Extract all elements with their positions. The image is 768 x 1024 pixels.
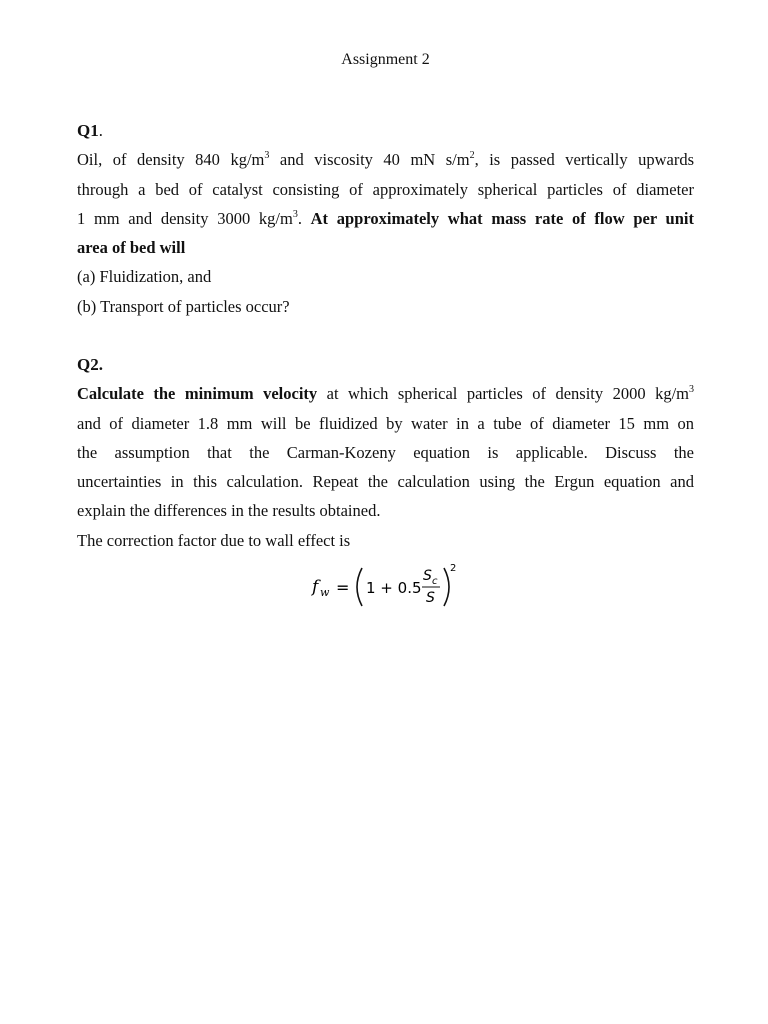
q1-part-a: (a) Fluidization, and [77,267,212,287]
q1-line-1-end: , is passed vertically upwards [474,150,694,170]
q1-label: Q1 [77,121,99,140]
q2-line-2: and of diameter 1.8 mm will be fluidized by water in a tube of diameter 15 mm on [77,413,694,433]
q2-line-4: uncertainties in this calculation. Repeat the calculation using the Ergun equation and [77,472,694,492]
formula-left-paren [357,568,362,606]
q1-label-dot: . [98,121,103,140]
q1-sup-viscosity: 2 [469,150,475,162]
q1-question-bold-2: area of bed will [77,238,186,258]
formula-lhs-sub: w [320,586,330,599]
q2-line-1-text: at which spherical particles of density 2000 kg/m [317,384,689,404]
q1-question-bold-1: At approximately what mass rate of flow per unit [310,208,694,228]
q2-heading [77,350,694,379]
q1-line-2: through a bed of catalyst consisting of approximately spherical particles of diameter [77,179,694,199]
question-2 [77,350,694,555]
formula-right-paren [444,568,449,606]
document-title: Assignment 2 [341,51,430,68]
formula-numerator-sub: c [432,576,438,587]
q2-question-bold: Calculate the minimum velocity [77,384,318,404]
q2-line-5: explain the differences in the results obtained. [77,501,381,521]
q1-part-b: (b) Transport of particles occur? [77,296,290,316]
q2-line-3: the assumption that the Carman-Kozeny equation is applicable. Discuss the [77,442,694,462]
formula-denominator: S [426,590,435,606]
q1-line-1-mid: and viscosity 40 mN s/m [269,150,470,170]
q1-line-3-dot: . [297,208,311,228]
q2-label: Q2. [77,355,103,374]
q1-line-3 [77,204,694,233]
formula-lhs: f [312,577,319,597]
q2-line-6: The correction factor due to wall effect is [77,530,351,550]
q2-line-1 [77,379,694,408]
q1-line-1-text: Oil, of density 840 kg/m [77,150,265,170]
q2-sup-density: 3 [689,384,694,396]
formula-exponent: 2 [450,563,457,574]
q1-line-1 [77,145,694,174]
q1-sup-density: 3 [264,150,270,162]
wall-effect-formula [300,556,470,612]
q1-line-3-text: 1 mm and density 3000 kg/m [77,208,293,228]
formula-numerator: S [423,568,432,584]
q1-heading [77,116,694,145]
formula-equals: = [336,578,350,597]
formula-one-plus: 1 + 0.5 [366,579,422,597]
q1-sup-particle-density: 3 [292,208,298,220]
question-1 [77,116,694,321]
q1-line-4 [77,233,694,262]
